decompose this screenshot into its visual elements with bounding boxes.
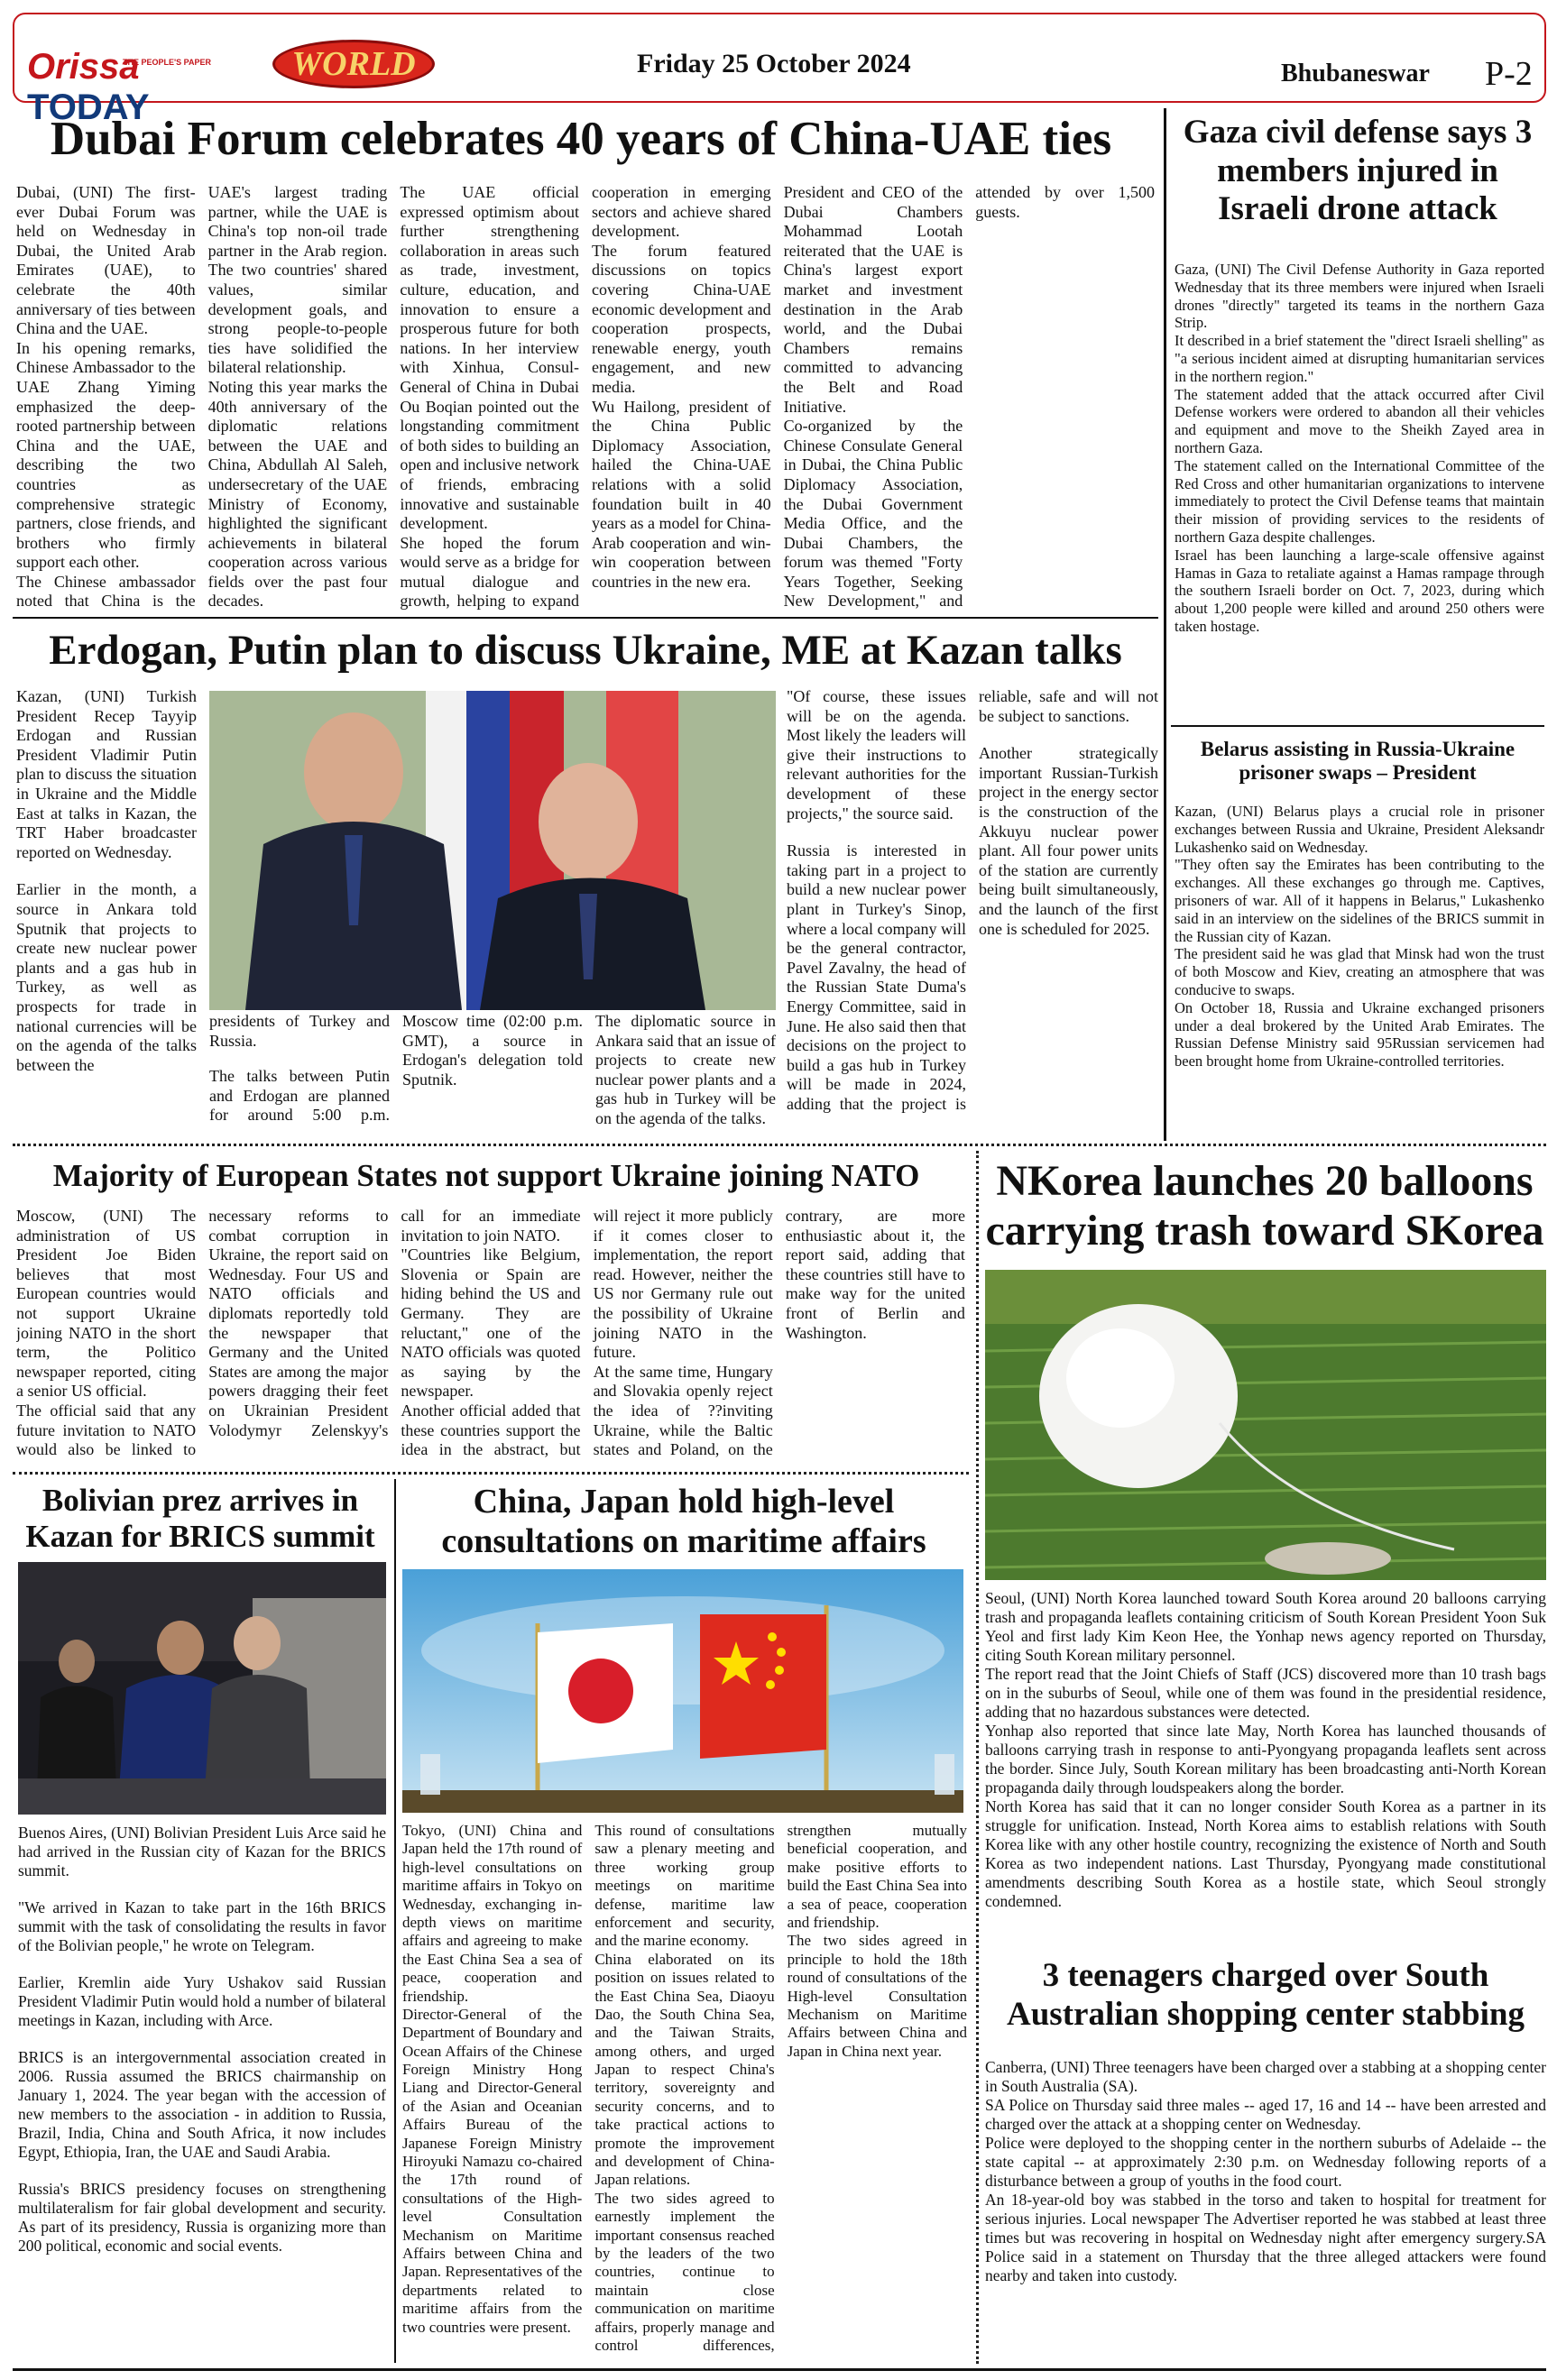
- gaza-paragraph: Israel has been launching a large-scale offensive against Hamas in Gaza to retaliate against a Hamas rampage through the southern Israeli border on Oct. 7, 2023, during which about 1,200 people were killed and around 250 others were taken hostage.: [1175, 546, 1544, 635]
- dubai-article-body: [16, 183, 1155, 612]
- arce-arrival-photo[interactable]: [18, 1562, 386, 1815]
- bolivia-paragraph: Buenos Aires, (UNI) Bolivian President Luis Arce said he had arrived in the Russian city of Kazan for the BRICS summit.: [18, 1824, 386, 1879]
- newspaper-logo[interactable]: [27, 47, 262, 127]
- erdogan-paragraph: presidents of Turkey and Russia.: [209, 1012, 390, 1050]
- nato-paragraph: At the same time, Hungary and Slovakia openly reject the idea of ??inviting Ukraine, while the Baltic states and Poland, on the contrary, are more enthusiastic about it, the report said, adding that these countries still have to make way for the united front of Berlin and Washington.: [593, 1207, 965, 1459]
- bolivia-article-body: [18, 1824, 386, 2361]
- dubai-paragraph: She hoped the forum would serve as a bridge for mutual dialogue and growth, helping to expand cooperation in emerging sectors and achieve shared development.: [400, 183, 771, 611]
- erdogan-paragraph: Another strategically important Russian-Turkish project in the energy sector is the construction of the Akkuyu nuclear power plant. All four power units of the station are currently being built simultaneously, and the launch of the first one is scheduled for 2025.: [979, 744, 1158, 938]
- china-japan-headline[interactable]: China, Japan hold high-level consultations on maritime affairs: [441, 1483, 926, 1560]
- nato-paragraph: Another official added that these countries support the idea in the abstract, but will reject it more publicly if it comes closer to implementation, the report read. However, neither the US nor Germany rule out the possibility of Ukraine joining NATO in the future.: [401, 1207, 773, 1459]
- china-japan-paragraph: Director-General of the Department of Boundary and Ocean Affairs of the Chinese Foreign Ministry Hong Liang and Director-General of the Asian and Oceanian Affairs Bureau of the Japanese Foreign Ministry Hiroyuki Namazu co-chaired the 17th round of consultations of the High-level Consultation Mechanism on Maritime Affairs between China and Japan. Representatives of the departments related to maritime affairs from the two countries were present.: [402, 2005, 583, 2336]
- china-japan-paragraph: The two sides agreed in principle to hold the 18th round of consultations of the High-level Consultation Mechanism on Maritime Affairs between China and Japan in China next year.: [787, 1932, 967, 2060]
- masthead: [13, 13, 1546, 127]
- dubai-paragraph: In his opening remarks, Chinese Ambassador to the UAE Zhang Yiming emphasized the deep-rooted partnership between China and the UAE, describing the two countries as comprehensive strategic partners, close friends, and brothers who firmly support each other.: [16, 338, 196, 572]
- column-rule: [976, 1151, 979, 2364]
- logo-orissa: Orissa: [27, 47, 140, 87]
- nkorea-article-body: [985, 1589, 1546, 1950]
- china-japan-paragraph: The two sides agreed to earnestly implement the important consensus reached by the leaders of the two countries, continue to maintain close communication on maritime affairs, properly manage and control differences, strengthen mutually beneficial cooperation, and make positive efforts to build the East China Sea into a sea of peace, cooperation and friendship.: [594, 1822, 967, 2354]
- dubai-paragraph: The UAE official expressed optimism about further strengthening collaboration in areas such as trade, investment, culture, education, and innovation to ensure a prosperous future for both nations. In her interview with Xinhua, Consul-General of China in Dubai Ou Boqian pointed out the longstanding commitment of both sides to building an open and inclusive network of friends, embracing innovative and sustainable development.: [400, 183, 579, 533]
- erdogan-paragraph: Kazan, (UNI) Turkish President Recep Tayyip Erdogan and Russian President Vladimir Putin plan to discuss the situation in Ukraine and the Middle East at talks in Kazan, the TRT Haber broadcaster reported on Wednesday.: [16, 687, 197, 861]
- china-japan-flags-photo[interactable]: [402, 1569, 963, 1813]
- belarus-headline[interactable]: Belarus assisting in Russia-Ukraine prisoner swaps – President: [1200, 738, 1516, 785]
- nato-paragraph: The official said that any future invitation to NATO would also be linked to necessary reforms to combat corruption in Ukraine, the report said on Wednesday. Four US and NATO officials and diplomats reportedly told the newspaper that Germany and the United States are among the major powers dragging their feet on Ukrainian President Volodymyr Zelenskyy's call for an immediate invitation to join NATO.: [16, 1207, 581, 1459]
- gaza-paragraph: Gaza, (UNI) The Civil Defense Authority in Gaza reported Wednesday that its three members were injured when Israeli drones "directly" targeted its teams in the northern Gaza Strip.: [1175, 261, 1544, 332]
- gaza-paragraph: The statement added that the attack occurred after Civil Defense workers were ordered to abandon all their vehicles and equipment and move to the Sheikh Zayed area in northern Gaza.: [1175, 385, 1544, 456]
- dubai-paragraph: The forum featured discussions on topics covering China-UAE economic development and cooperation prospects, renewable energy, youth engagement, and new media.: [591, 241, 771, 396]
- erdogan-paragraph: Russia is interested in taking part in a project to build a new nuclear power plant in Turkey's Sinop, where a local company will be the general contractor, Pavel Zavalny, the head of the Russian State Duma's Energy Committee, said in June. He also said then that decisions on the project to build a gas hub in Turkey will be made in 2024, adding that the project is reliable, safe and will not be subject to sanctions.: [787, 687, 1158, 1113]
- logo-tagline: THE PEOPLE'S PAPER: [123, 58, 211, 67]
- nato-article-body: [16, 1207, 965, 1466]
- dubai-paragraph: Dubai, (UNI) The first-ever Dubai Forum was held on Wednesday in Dubai, the United Arab Emirates (UAE), to celebrate the 40th anniversary of ties between China and the UAE.: [16, 183, 196, 338]
- gaza-paragraph: It described in a brief statement the "direct Israeli shelling" as "a serious incident aimed at disrupting humanitarian services in the northern region.": [1175, 332, 1544, 385]
- belarus-paragraph: "They often say the Emirates has been contributing to the exchanges. All these exchanges go through me. Captives, prisoners of war. All of it happens in Belarus," Lukashenko said in an interview on the sidelines of the BRICS summit in the Russian city of Kazan.: [1175, 856, 1544, 945]
- china-japan-article-body: [402, 1822, 967, 2363]
- edition-city: Bhubaneswar: [1281, 60, 1430, 87]
- erdogan-paragraph: Earlier in the month, a source in Ankara told Sputnik that projects to create new nuclear power plants and a gas hub in Turkey, as well as prospects for trade in national currencies will be on the agenda of the talks between the: [16, 880, 197, 1074]
- section-divider: [13, 617, 1158, 619]
- leaders-handshake-image: [209, 691, 776, 1010]
- bolivia-paragraph: Russia's BRICS presidency focuses on strengthening multilateralism for fair global development and security. As part of its presidency, Russia is organizing more than 200 political, economic and social events.: [18, 2180, 386, 2255]
- belarus-article-body: [1175, 803, 1544, 1136]
- erdogan-column-1: [16, 687, 197, 1138]
- erdogan-putin-photo[interactable]: [209, 691, 776, 1010]
- page-bottom-rule: [13, 2368, 1546, 2371]
- erdogan-paragraph: "Of course, these issues will be on the agenda. Most likely the leaders will give their instructions to relevant authorities for the development of these projects," the source said.: [787, 687, 966, 822]
- balloon-field-image: [985, 1270, 1546, 1580]
- australia-paragraph: SA Police on Thursday said three males -- aged 17, 16 and 14 -- have been arrested and charged over the attack at a shopping center on Wednesday.: [985, 2096, 1546, 2133]
- nkorea-paragraph: The report read that the Joint Chiefs of Staff (JCS) discovered more than 10 trash bags on in the suburbs of Seoul, while one of them was found in the presidential residence, adding that no hazardous substances were detected.: [985, 1665, 1546, 1721]
- erdogan-under-photo: [209, 1012, 776, 1138]
- china-japan-paragraph: Tokyo, (UNI) China and Japan held the 17th round of high-level consultations on maritime affairs in Tokyo on Wednesday, exchanging in-depth views on maritime affairs and agreeing to make the East China Sea a sea of peace, cooperation and friendship.: [402, 1822, 583, 2005]
- section-divider: [1171, 725, 1544, 727]
- section-divider: [13, 1144, 1546, 1146]
- nato-paragraph: Moscow, (UNI) The administration of US President Joe Biden believes that most European countries would not support Ukraine joining NATO in the short term, the Politico newspaper reported, citing a senior US official.: [16, 1207, 197, 1401]
- dubai-paragraph: President and CEO of the Dubai Chambers Mohammad Lootah reiterated that the UAE is China's largest export market and investment destination in the Arab world, and the Dubai Chambers remains committed to advancing the Belt and Road Initiative.: [783, 183, 963, 416]
- nato-paragraph: "Countries like Belgium, Slovenia or Spain are hiding behind the US and Germany. They are reluctant," one of the NATO officials was quoted as saying by the newspaper.: [401, 1245, 581, 1401]
- logo-today: TODAY: [27, 87, 150, 127]
- gaza-headline[interactable]: Gaza civil defense says 3 members injured in Israeli drone attack: [1183, 114, 1533, 228]
- dubai-paragraph: Co-organized by the Chinese Consulate General in Dubai, the China Public Diplomacy Association, the Dubai Government Media Office, and the Dubai Chambers, the forum was themed "Forty Years Together, Seeking New Development," and attended by over 1,500 guests.: [783, 183, 1155, 611]
- gaza-paragraph: The statement called on the International Committee of the Red Cross and other humanitarian organizations to intervene immediately to protect the Civil Defense teams that maintain their mission of providing services to the residents of northern Gaza despite challenges.: [1175, 456, 1544, 546]
- dubai-paragraph: Noting this year marks the 40th anniversary of the diplomatic relations between the UAE and China, Abdullah Al Saleh, undersecretary of the UAE Ministry of Economy, highlighted the significant achievements in bilateral cooperation across various fields over the past four decades.: [207, 377, 388, 611]
- australia-paragraph: Police were deployed to the shopping center in the northern suburbs of Adelaide -- the state capital -- at approximately 2:30 p.m. on Wednesday following reports of a disturbance between a group of youths in the food court.: [985, 2134, 1546, 2190]
- erdogan-paragraph: The talks between Putin and Erdogan are planned for around 5:00 p.m. Moscow time (02:00 p.m. GMT), a source in Erdogan's delegation told Sputnik.: [209, 1012, 583, 1125]
- section-badge: WORLD: [272, 40, 435, 88]
- nkorea-paragraph: Yonhap also reported that since late May, North Korea has launched thousands of balloons carrying trash in response to anti-Pyongyang propaganda leaflets sent across the border. Since July, South Korean military has been broadcasting anti-North Korean propaganda daily through loudspeakers along the border.: [985, 1722, 1546, 1796]
- belarus-paragraph: On October 18, Russia and Ukraine exchanged prisoners under a deal brokered by the United Arab Emirates. The Russian Defense Ministry said 95Russian servicemen had been brought home from Ukraine-controlled territories.: [1175, 998, 1544, 1071]
- erdogan-right-columns: [787, 687, 1158, 1138]
- australia-paragraph: An 18-year-old boy was stabbed in the torso and taken to hospital for treatment for serious injuries. Local newspaper The Advertiser reported he was stabbed at least three times but was recovering in hospital on Wednesday night after emergency surgery.SA Police said in a statement on Thursday that the three alleged attackers were found nearby and taken into custody.: [985, 2191, 1546, 2284]
- nkorea-paragraph: Seoul, (UNI) North Korea launched toward South Korea around 20 balloons carrying trash and propaganda leaflets containing criticism of South Korean President Yoon Suk Yeol and first lady Kim Keon Hee, the Yonhap news agency reported on Thursday, citing South Korean military personnel.: [985, 1589, 1546, 1664]
- bolivia-paragraph: Earlier, Kremlin aide Yury Ushakov said Russian President Vladimir Putin would hold a number of bilateral meetings in Kazan, including with Arce.: [18, 1973, 386, 2029]
- bolivia-headline[interactable]: Bolivian prez arrives in Kazan for BRICS summit: [25, 1483, 375, 1555]
- erdogan-headline[interactable]: Erdogan, Putin plan to discuss Ukraine, ME at Kazan talks: [49, 627, 1122, 674]
- china-japan-paragraph: This round of consultations saw a plenary meeting and three working group meetings on maritime defense, maritime law enforcement and security, and the marine economy.: [594, 1822, 775, 1950]
- nkorea-paragraph: North Korea has said that it can no longer consider South Korea as a partner in its struggle for unification. Instead, North Korea aims to establish relations with South Korea like with any other hostile country, recognizing the existence of North and South Korea as two independent nations. Last Thursday, Pyongyang made constitutional amendments describing South Korea as a hostile state, which Seoul strongly condemned.: [985, 1797, 1546, 1910]
- bolivia-paragraph: BRICS is an intergovernmental association created in 2006. Russia assumed the BRICS chairmanship on January 1, 2024. The year began with the accession of new members to the association - in addition to Russia, Brazil, India, China and South Africa, it now includes Egypt, Ethiopia, Iran, the UAE and Saudi Arabia.: [18, 2048, 386, 2161]
- china-japan-paragraph: China elaborated on its position on issues related to the East China Sea, Diaoyu Dao, the South China Sea, and the Taiwan Straits, among others, and urged Japan to respect China's territory, sovereignty and security concerns, and to take practical actions to promote the improvement and development of China-Japan relations.: [594, 1950, 775, 2189]
- bolivia-paragraph: "We arrived in Kazan to take part in the 16th BRICS summit with the task of consolidating the results in favor of the Bolivian people," he wrote on Telegram.: [18, 1898, 386, 1954]
- flags-image: [402, 1569, 963, 1813]
- arrival-handshake-image: [18, 1562, 386, 1815]
- nato-headline[interactable]: Majority of European States not support Ukraine joining NATO: [52, 1158, 920, 1193]
- column-rule: [394, 1479, 396, 2363]
- belarus-paragraph: The president said he was glad that Minsk had won the trust of both Moscow and Kiev, creating an atmosphere that was conducive to swaps.: [1175, 945, 1544, 998]
- belarus-paragraph: Kazan, (UNI) Belarus plays a crucial role in prisoner exchanges between Russia and Ukraine, President Aleksandr Lukashenko said on Wednesday.: [1175, 803, 1544, 856]
- australia-headline[interactable]: 3 teenagers charged over South Australian shopping center stabbing: [1007, 1957, 1525, 2033]
- australia-article-body: [985, 2058, 1546, 2357]
- dubai-paragraph: The Chinese ambassador noted that China is the UAE's largest trading partner, while the UAE is China's top non-oil trade partner in the Arab region. The two countries' shared values, similar development goals, and strong people-to-people ties have solidified the bilateral relationship.: [16, 183, 388, 611]
- dubai-headline[interactable]: Dubai Forum celebrates 40 years of China-UAE ties: [50, 113, 1112, 165]
- dubai-paragraph: Wu Hailong, president of the China Public Diplomacy Association, hailed the China-UAE relations with a solid foundation built in 40 years as a model for China-Arab cooperation and win-win cooperation between countries in the new era.: [591, 397, 771, 591]
- balloon-photo[interactable]: [985, 1270, 1546, 1580]
- gaza-article-body: [1175, 261, 1544, 721]
- column-rule: [1164, 108, 1166, 1141]
- page-number: P-2: [1485, 55, 1533, 93]
- issue-date: Friday 25 October 2024: [637, 49, 911, 78]
- section-divider: [13, 1472, 969, 1475]
- erdogan-paragraph: The diplomatic source in Ankara said that an issue of projects to create new nuclear power plants and a gas hub in Turkey will be on the agenda of the talks.: [595, 1012, 776, 1127]
- nkorea-headline[interactable]: NKorea launches 20 balloons carrying trash toward SKorea: [985, 1157, 1544, 1255]
- australia-paragraph: Canberra, (UNI) Three teenagers have been charged over a stabbing at a shopping center in South Australia (SA).: [985, 2058, 1546, 2095]
